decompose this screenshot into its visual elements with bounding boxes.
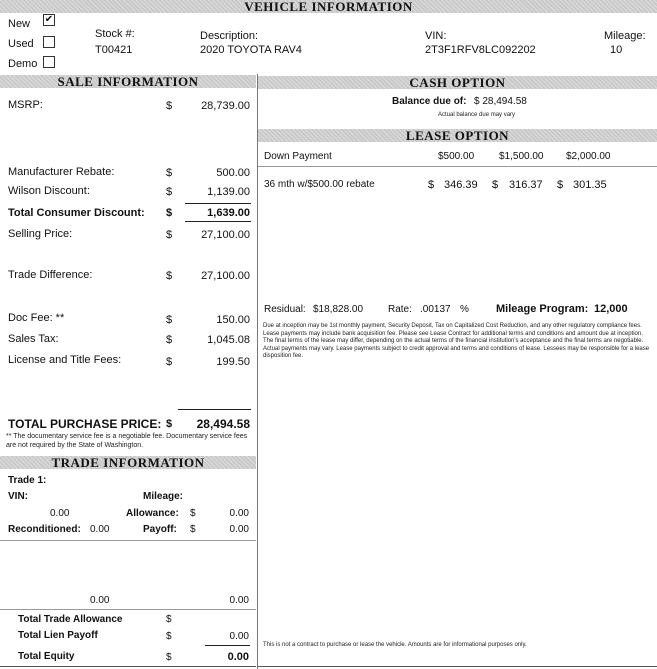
tcd-underline — [185, 221, 251, 222]
vin-label: VIN: — [425, 30, 447, 42]
cash-option-title: CASH OPTION — [409, 75, 506, 90]
mileage-value: 10 — [610, 44, 623, 56]
doc-fee-footnote: ** The documentary service fee is a negotiable fee. Documentary service fees are not required by the State of Washington. — [6, 433, 248, 449]
trade-divider-1 — [0, 540, 256, 541]
payoff-value: 0.00 — [229, 524, 249, 535]
msrp-currency: $ — [166, 100, 173, 112]
total-equity-label: Total Equity — [18, 651, 75, 662]
sale-information-title: SALE INFORMATION — [57, 74, 199, 89]
trade-divider-2 — [0, 609, 256, 610]
rate-label: Rate: — [388, 304, 412, 315]
bottom-rule-left — [0, 666, 256, 667]
used-label: Used — [8, 38, 34, 50]
reconditioned-label: Reconditioned: — [8, 524, 81, 535]
lien-underline — [205, 645, 250, 646]
sales-tax-label: Sales Tax: — [8, 333, 59, 345]
vin-value: 2T3F1RFV8LC092202 — [425, 44, 536, 56]
tcd-currency: $ — [166, 207, 173, 219]
balance-due-label: Balance due of: — [392, 96, 467, 107]
down-payment-1: $500.00 — [438, 151, 475, 162]
allowance-currency: $ — [190, 508, 196, 519]
sale-information-band — [0, 75, 256, 88]
tax-currency: $ — [166, 334, 173, 346]
selling-price-value: 27,100.00 — [201, 229, 250, 241]
allowance-label: Allowance: — [126, 508, 179, 519]
down-payment-2: $1,500.00 — [499, 151, 544, 162]
description-value: 2020 TOYOTA RAV4 — [200, 44, 302, 56]
total-equity-value: 0.00 — [227, 651, 249, 663]
trade-information-title: TRADE INFORMATION — [51, 455, 205, 470]
down-payment-3: $2,000.00 — [566, 151, 611, 162]
total-consumer-discount-label: Total Consumer Discount: — [8, 207, 145, 219]
allowance-value: 0.00 — [229, 508, 249, 519]
payoff-currency: $ — [190, 524, 196, 535]
new-label: New — [8, 18, 31, 30]
cash-option-band — [258, 76, 657, 89]
balance-note: Actual balance due may vary — [438, 112, 516, 118]
trade-vin-label: VIN: — [8, 491, 28, 502]
residual-label: Residual: — [264, 304, 306, 315]
demo-checkbox[interactable] — [43, 56, 55, 68]
description-label: Description: — [200, 30, 259, 42]
not-a-contract-note: This is not a contract to purchase or lease the vehicle. Amounts are for informational purposes only. — [263, 642, 527, 648]
trade-low-right: 0.00 — [229, 595, 249, 606]
wilson-discount-label: Wilson Discount: — [8, 185, 90, 197]
lease-option-band — [258, 129, 657, 142]
total-lien-payoff-value: 0.00 — [229, 631, 249, 642]
payment-currency-1: $ — [428, 179, 435, 191]
rate-value: .00137 — [420, 304, 451, 315]
trade-difference-value: 27,100.00 — [201, 270, 250, 282]
payment-currency-2: $ — [492, 179, 499, 191]
down-payment-label: Down Payment — [264, 151, 332, 162]
trade-difference-label: Trade Difference: — [8, 269, 93, 281]
balance-due-value: $ 28,494.58 — [474, 96, 527, 107]
total-currency: $ — [166, 418, 173, 430]
lease-payment-3: 301.35 — [573, 179, 607, 191]
selling-currency: $ — [166, 229, 173, 241]
doc-fee-value: 150.00 — [216, 314, 250, 326]
rebate-value: 500.00 — [216, 167, 250, 179]
column-divider — [257, 74, 258, 669]
total-allowance-currency: $ — [166, 614, 172, 625]
wilson-currency: $ — [166, 186, 173, 198]
doc-fee-label: Doc Fee: ** — [8, 312, 65, 324]
reconditioned-value: 0.00 — [90, 524, 110, 535]
license-fees-label: License and Title Fees: — [8, 354, 122, 366]
trade-diff-currency: $ — [166, 270, 173, 282]
payoff-label: Payoff: — [143, 524, 177, 535]
rebate-label: Manufacturer Rebate: — [8, 166, 115, 178]
trade-value-1: 0.00 — [50, 508, 70, 519]
rebate-currency: $ — [166, 167, 173, 179]
total-purchase-price-label: TOTAL PURCHASE PRICE: — [8, 417, 162, 431]
bottom-rule-right — [258, 666, 657, 667]
total-consumer-discount-value: 1,639.00 — [207, 207, 250, 219]
subtotal-rule — [185, 203, 251, 204]
vehicle-information-title: VEHICLE INFORMATION — [244, 0, 413, 14]
demo-label: Demo — [8, 58, 38, 70]
total-rule — [178, 409, 251, 410]
used-checkbox[interactable] — [43, 36, 55, 48]
check-icon: ✔ — [44, 14, 54, 25]
msrp-value: 28,739.00 — [201, 100, 250, 112]
license-currency: $ — [166, 356, 173, 368]
trade-mileage-label: Mileage: — [143, 491, 184, 502]
doc-currency: $ — [166, 314, 173, 326]
mileage-program-label: Mileage Program: — [496, 303, 589, 315]
lease-payment-1: 346.39 — [444, 179, 478, 191]
residual-value: $18,828.00 — [313, 304, 364, 315]
equity-currency: $ — [166, 652, 172, 663]
lease-payment-2: 316.37 — [509, 179, 543, 191]
msrp-label: MSRP: — [8, 99, 43, 111]
license-fees-value: 199.50 — [216, 356, 250, 368]
vehicle-information-band — [0, 0, 657, 13]
trade1-label: Trade 1: — [8, 475, 47, 486]
new-checkbox[interactable] — [43, 14, 55, 26]
mileage-label: Mileage: — [604, 30, 646, 42]
payment-currency-3: $ — [557, 179, 564, 191]
lease-term-label: 36 mth w/$500.00 rebate — [264, 179, 375, 190]
trade-low-left: 0.00 — [90, 595, 110, 606]
stock-label: Stock #: — [95, 28, 135, 40]
mileage-program-value: 12,000 — [594, 303, 628, 315]
rate-unit: % — [460, 304, 469, 315]
selling-price-label: Selling Price: — [8, 228, 73, 240]
wilson-discount-value: 1,139.00 — [207, 186, 250, 198]
total-lien-payoff-label: Total Lien Payoff — [18, 630, 98, 641]
lien-currency: $ — [166, 631, 172, 642]
lease-option-title: LEASE OPTION — [405, 128, 510, 143]
total-trade-allowance-label: Total Trade Allowance — [18, 614, 123, 625]
trade-information-band — [0, 456, 256, 469]
lease-divider — [258, 166, 657, 167]
lease-disclaimer: Due at inception may be 1st monthly payment, Security Deposit, Tax on Capitalized Cost Reduction, and any other regulatory compliance fees. Lease payments may include bank acquisition fee. Please see Lease Contract for additional terms and conditions and amount due at inception. The final terms of the lease may differ, depending on the actual terms of the financial institution's acceptance and the final terms are negotiable. Actual payments may vary. Lease payments subject to credit approval and terms and conditions of lease. Lessees may be responsible for a lease disposition fee. — [263, 323, 650, 359]
sales-tax-value: 1,045.08 — [207, 334, 250, 346]
total-purchase-price-value: 28,494.58 — [196, 417, 250, 431]
stock-value: T00421 — [95, 44, 133, 56]
